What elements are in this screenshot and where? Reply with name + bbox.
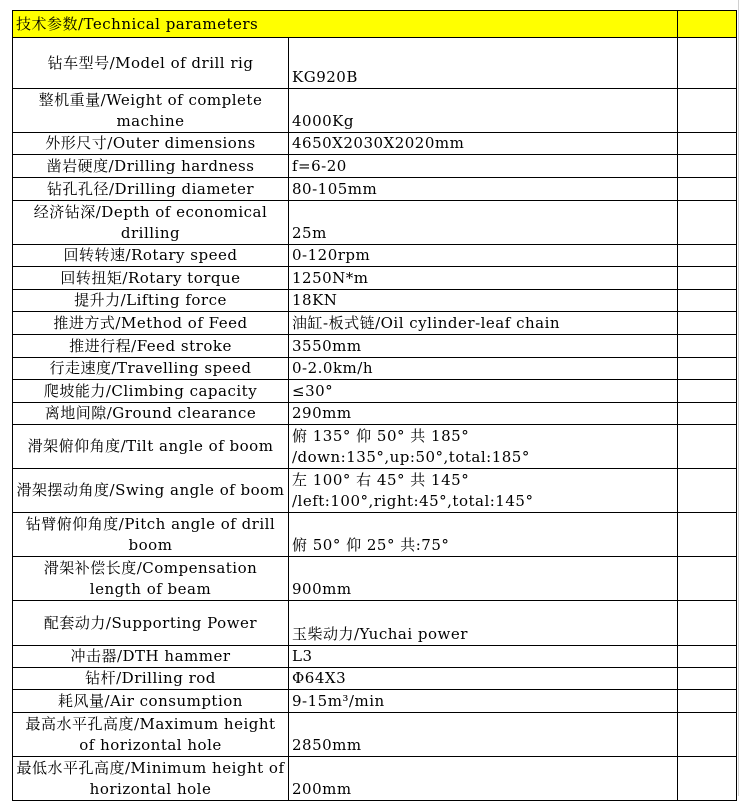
parameter-value: 200mm: [289, 757, 678, 801]
table-header-row: [13, 11, 737, 38]
parameter-value: KG920B: [289, 38, 678, 89]
table-row: [13, 358, 737, 380]
parameter-value: 9-15m³/min: [289, 690, 678, 713]
empty-cell: [678, 312, 737, 335]
empty-cell: [678, 178, 737, 201]
parameter-value: 80-105mm: [289, 178, 678, 201]
parameter-value: 3550mm: [289, 335, 678, 358]
empty-cell: [678, 267, 737, 290]
empty-cell: [678, 557, 737, 601]
empty-cell: [678, 358, 737, 380]
parameter-label: 推进方式/Method of Feed: [13, 312, 289, 335]
empty-cell: [678, 469, 737, 513]
parameter-label: 钻臂俯仰角度/Pitch angle of drill boom: [13, 513, 289, 557]
table-row: [13, 245, 737, 267]
technical-parameters-table: [12, 10, 737, 801]
parameter-label: 耗风量/Air consumption: [13, 690, 289, 713]
parameter-value: 4650X2030X2020mm: [289, 133, 678, 155]
table-row: [13, 469, 737, 513]
parameter-label: 经济钻深/Depth of economical drilling: [13, 201, 289, 245]
empty-cell: [678, 713, 737, 757]
empty-cell: [678, 757, 737, 801]
table-row: [13, 601, 737, 646]
table-row: [13, 201, 737, 245]
parameter-label: 行走速度/Travelling speed: [13, 358, 289, 380]
table-row: [13, 713, 737, 757]
parameter-value: 油缸-板式链/Oil cylinder-leaf chain: [289, 312, 678, 335]
parameter-value: 俯 135° 仰 50° 共 185° /down:135°,up:50°,total:185°: [289, 425, 678, 469]
empty-cell: [678, 133, 737, 155]
parameter-value: 25m: [289, 201, 678, 245]
parameter-label: 最高水平孔高度/Maximum height of horizontal hole: [13, 713, 289, 757]
empty-cell: [678, 155, 737, 178]
empty-cell: [678, 601, 737, 646]
parameter-value: 俯 50° 仰 25° 共:75°: [289, 513, 678, 557]
parameter-label: 钻孔孔径/Drilling diameter: [13, 178, 289, 201]
parameter-label: 整机重量/Weight of complete machine: [13, 89, 289, 133]
parameter-label: 外形尺寸/Outer dimensions: [13, 133, 289, 155]
parameter-label: 冲击器/DTH hammer: [13, 646, 289, 668]
empty-cell: [678, 690, 737, 713]
parameter-label: 滑架摆动角度/Swing angle of boom: [13, 469, 289, 513]
empty-cell: [678, 668, 737, 690]
empty-cell: [678, 335, 737, 358]
parameter-value: 0-120rpm: [289, 245, 678, 267]
parameter-value: 2850mm: [289, 713, 678, 757]
parameter-value: 290mm: [289, 403, 678, 425]
parameter-label: 推进行程/Feed stroke: [13, 335, 289, 358]
table-row: [13, 425, 737, 469]
parameter-label: 钻杆/Drilling rod: [13, 668, 289, 690]
sheet-gridline: [738, 0, 739, 796]
empty-cell: [678, 38, 737, 89]
parameter-label: 配套动力/Supporting Power: [13, 601, 289, 646]
parameter-value: ≤30°: [289, 380, 678, 403]
parameter-value: 玉柴动力/Yuchai power: [289, 601, 678, 646]
parameter-label: 提升力/Lifting force: [13, 290, 289, 312]
table-row: [13, 178, 737, 201]
parameter-value: Φ64X3: [289, 668, 678, 690]
table-row: [13, 133, 737, 155]
empty-cell: [678, 403, 737, 425]
parameter-value: L3: [289, 646, 678, 668]
parameter-label: 凿岩硬度/Drilling hardness: [13, 155, 289, 178]
table-title: 技术参数/Technical parameters: [13, 11, 678, 38]
table-row: [13, 380, 737, 403]
table-row: [13, 335, 737, 358]
parameter-label: 钻车型号/Model of drill rig: [13, 38, 289, 89]
header-empty-cell: [678, 11, 737, 38]
empty-cell: [678, 89, 737, 133]
parameter-value: 1250N*m: [289, 267, 678, 290]
table-row: [13, 267, 737, 290]
parameter-label: 回转扭矩/Rotary torque: [13, 267, 289, 290]
parameter-value: f=6-20: [289, 155, 678, 178]
table-row: [13, 155, 737, 178]
table-row: [13, 312, 737, 335]
table-row: [13, 757, 737, 801]
table-row: [13, 690, 737, 713]
empty-cell: [678, 201, 737, 245]
table-row: [13, 89, 737, 133]
empty-cell: [678, 425, 737, 469]
parameter-label: 最低水平孔高度/Minimum height of horizontal hole: [13, 757, 289, 801]
parameter-label: 滑架补偿长度/Compensation length of beam: [13, 557, 289, 601]
parameter-label: 离地间隙/Ground clearance: [13, 403, 289, 425]
parameter-value: 4000Kg: [289, 89, 678, 133]
empty-cell: [678, 290, 737, 312]
parameter-value: 18KN: [289, 290, 678, 312]
parameter-value: 0-2.0km/h: [289, 358, 678, 380]
parameter-value: 左 100° 右 45° 共 145° /left:100°,right:45°,total:145°: [289, 469, 678, 513]
empty-cell: [678, 513, 737, 557]
parameter-label: 爬坡能力/Climbing capacity: [13, 380, 289, 403]
table-row: [13, 557, 737, 601]
table-row: [13, 403, 737, 425]
table-row: [13, 513, 737, 557]
table-row: [13, 38, 737, 89]
empty-cell: [678, 380, 737, 403]
parameter-value: 900mm: [289, 557, 678, 601]
empty-cell: [678, 245, 737, 267]
table-row: [13, 668, 737, 690]
empty-cell: [678, 646, 737, 668]
table-row: [13, 290, 737, 312]
table-row: [13, 646, 737, 668]
parameter-label: 回转转速/Rotary speed: [13, 245, 289, 267]
parameter-label: 滑架俯仰角度/Tilt angle of boom: [13, 425, 289, 469]
